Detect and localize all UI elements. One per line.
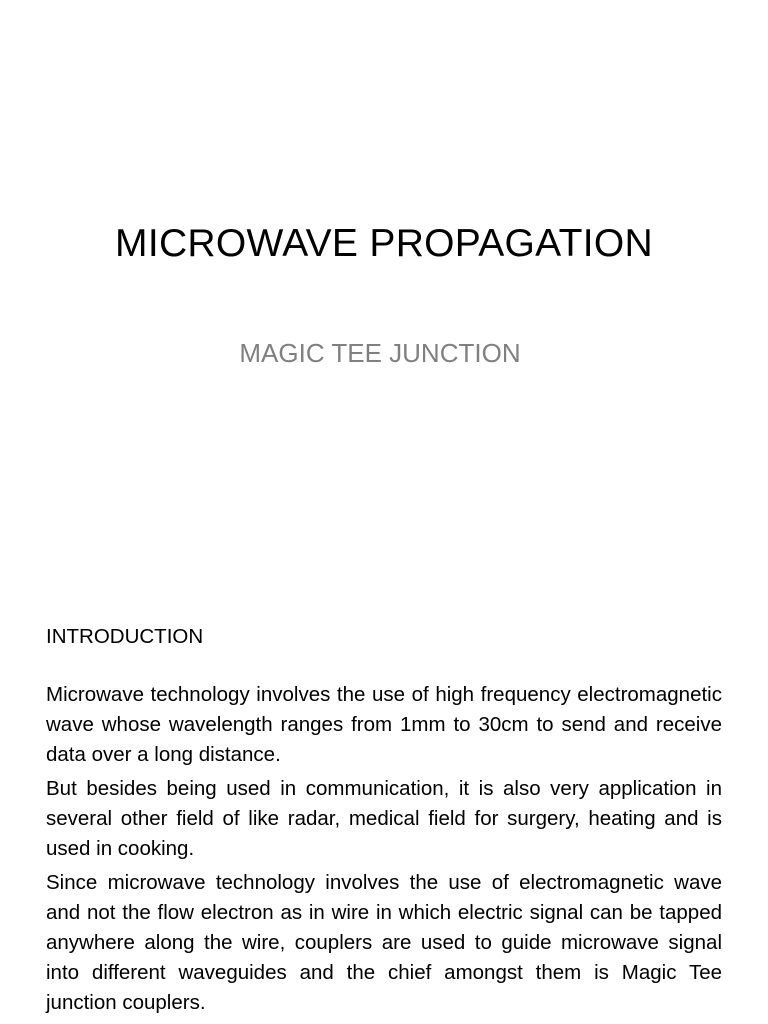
title-block	[0, 218, 768, 270]
paragraph: Since microwave technology involves the use of electromagnetic wave and not the flow electron as in wire in which electric signal can be tapped anywhere along the wire, couplers are used to guide microwave signal into different waveguides and the chief amongst them is Magic Tee junction couplers.	[46, 871, 722, 1014]
paragraph: Microwave technology involves the use of high frequency electromagnetic wave whose wavelength ranges from 1mm to 30cm to send and receive data over a long distance.	[46, 683, 722, 766]
paragraph: But besides being used in communication, it is also very application in several other field of like radar, medical field for surgery, heating and is used in cooking.	[46, 777, 722, 860]
section-heading: INTRODUCTION	[46, 625, 204, 648]
content-body	[46, 622, 722, 1022]
page-subtitle: MAGIC TEE JUNCTION	[239, 338, 521, 368]
page-title: MICROWAVE PROPAGATION	[115, 222, 653, 265]
